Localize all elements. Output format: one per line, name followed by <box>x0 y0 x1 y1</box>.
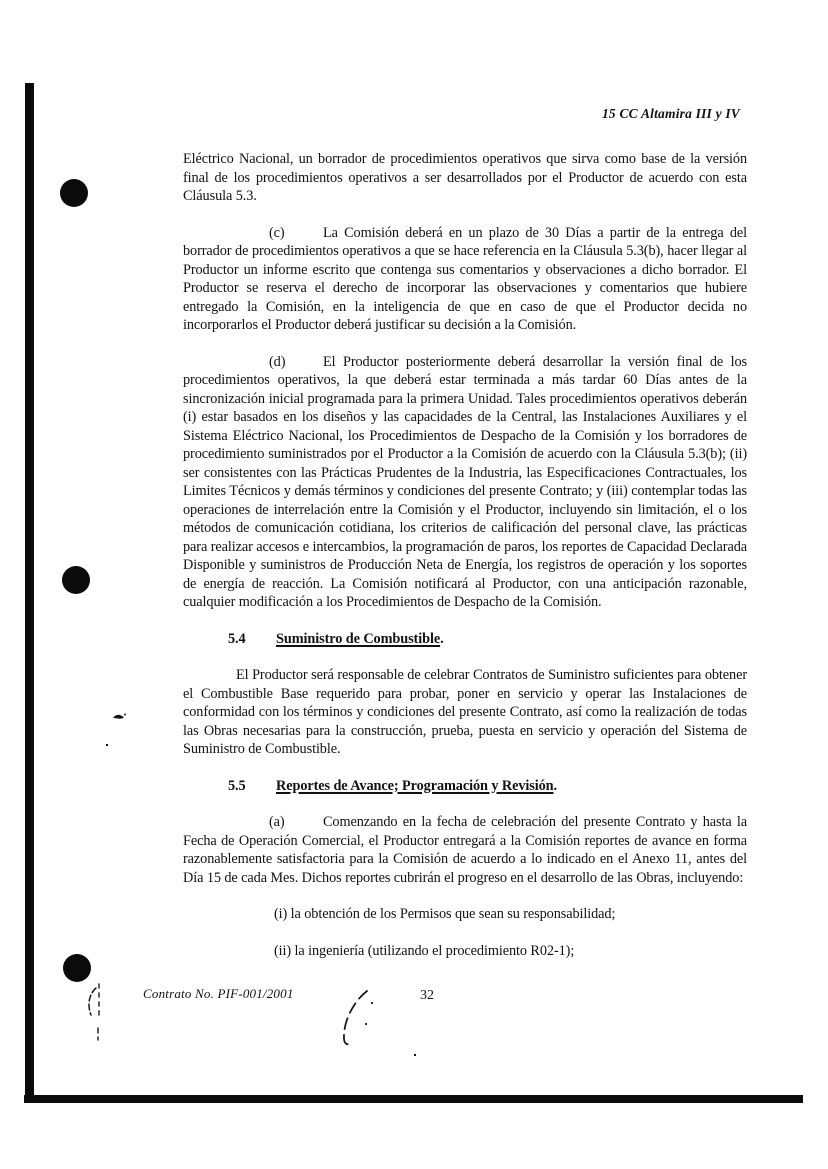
ink-speck <box>414 1054 416 1056</box>
section-heading-5-5 <box>228 777 747 796</box>
clause-paragraph-a <box>183 813 747 887</box>
section-5-4-paragraph <box>183 666 747 759</box>
section-title-period: . <box>440 630 444 647</box>
clause-marker: (a) <box>269 814 285 830</box>
section-title: Reportes de Avance; Programación y Revisión <box>276 777 554 794</box>
ink-smudge <box>110 710 132 724</box>
clause-marker: (c) <box>269 224 285 241</box>
footer-contract-number: Contrato No. PIF-001/2001 <box>143 986 294 1001</box>
section-title-period: . <box>553 777 557 794</box>
ink-speck <box>106 744 108 746</box>
document-body <box>183 150 747 960</box>
paragraph-text: El Productor posteriormente deberá desarrollar la versión final de los procedimientos operativos, la que deberá estar terminada a más tardar 60 Días antes de la sincronización inicial programada para la primera Unidad. Tales procedimientos operativos deberán (i) estar basados en los diseños y las capacidades de la Central, las Instalaciones Auxiliares y el Sistema Eléctrico Nacional, los Procedimientos de Despacho de la Comisión y los borradores de procedimiento suministrados por el Productor a la Comisión de acuerdo con la Cláusula 5.3(b); (ii) ser consistentes con las Prácticas Prudentes de la Industria, las Especificaciones Contractuales, los Limites Técnicos y demás términos y condiciones del presente Contrato; y (iii) contemplar todas las operaciones de interrelación entre la Comisión y el Productor, incluyendo sin limitación, el o los métodos de comunicación cotidiana, los criterios de calificación del personal clave, las prácticas para realizar accesos e intercambios, la programación de paros, los reportes de Capacidad Declarada Disponible y suministros de Producción Neta de Energía, los registros de operación y los soportes de energía de reacción. La Comisión notificará al Productor, con una anticipación razonable, cualquier modificación a los Procedimientos de Despacho de la Comisión. <box>183 353 747 610</box>
scanner-edge-bar-left <box>25 83 34 1101</box>
punch-hole-mark <box>63 954 91 982</box>
footer-page-number: 32 <box>420 988 434 1003</box>
paragraph-continuation <box>183 150 747 206</box>
punch-hole-mark <box>60 179 88 207</box>
list-item-i <box>274 905 747 924</box>
scanner-edge-bar-bottom <box>24 1095 803 1103</box>
paragraph-text: El Productor será responsable de celebrar Contratos de Suministro suficientes para obtener el Combustible Base requerido para probar, poner en servicio y operar las Instalaciones de conformidad con los términos y condiciones del presente Contrato, así como la realización de todas las Obras necesarias para la construcción, prueba, puesta en servicio y operación del Sistema de Suministro de Combustible. <box>183 667 747 757</box>
section-title: Suministro de Combustible <box>276 630 441 647</box>
paragraph-text: Comenzando en la fecha de celebración del presente Contrato y hasta la Fecha de Operación Comercial, el Productor entregará a la Comisión reportes de avance en forma razonablemente satisfactoria para la Comisión de acuerdo a lo indicado en el Anexo 11, antes del Día 15 de cada Mes. Dichos reportes cubrirán el progreso en el desarrollo de las Obras, incluyendo: <box>183 814 747 886</box>
clause-paragraph-d <box>183 353 747 612</box>
list-item-text: (ii) la ingeniería (utilizando el procedimiento R02-1); <box>274 942 575 959</box>
pen-stroke-mark-small <box>84 982 108 1044</box>
document-reference-header: 15 CC Altamira III y IV <box>601 106 740 121</box>
punch-hole-mark <box>62 566 90 594</box>
section-number: 5.4 <box>228 630 246 647</box>
section-heading-5-4 <box>228 630 747 649</box>
paragraph-text: Eléctrico Nacional, un borrador de procedimientos operativos que sirva como base de la versión final de los procedimientos operativos a ser desarrollados por el Productor de acuerdo con esta Cláusula 5.3. <box>183 151 747 204</box>
clause-paragraph-c <box>183 224 747 335</box>
list-item-ii <box>274 942 747 961</box>
section-number: 5.5 <box>228 777 246 794</box>
pen-stroke-mark <box>336 986 388 1058</box>
list-item-text: (i) la obtención de los Permisos que sean su responsabilidad; <box>274 906 616 922</box>
paragraph-text: La Comisión deberá en un plazo de 30 Días a partir de la entrega del borrador de procedimientos operativos a que se hace referencia en la Cláusula 5.3(b), hacer llegar al Productor un informe escrito que contenga sus comentarios y observaciones a dicho borrador. El Productor se reserva el derecho de incorporar las observaciones y comentarios que hubiere entregado la Comisión, en la inteligencia de que en caso de que el Productor decida no incorporarlos el Productor deberá justificar su decisión a la Comisión. <box>183 224 747 333</box>
clause-marker: (d) <box>269 353 286 370</box>
